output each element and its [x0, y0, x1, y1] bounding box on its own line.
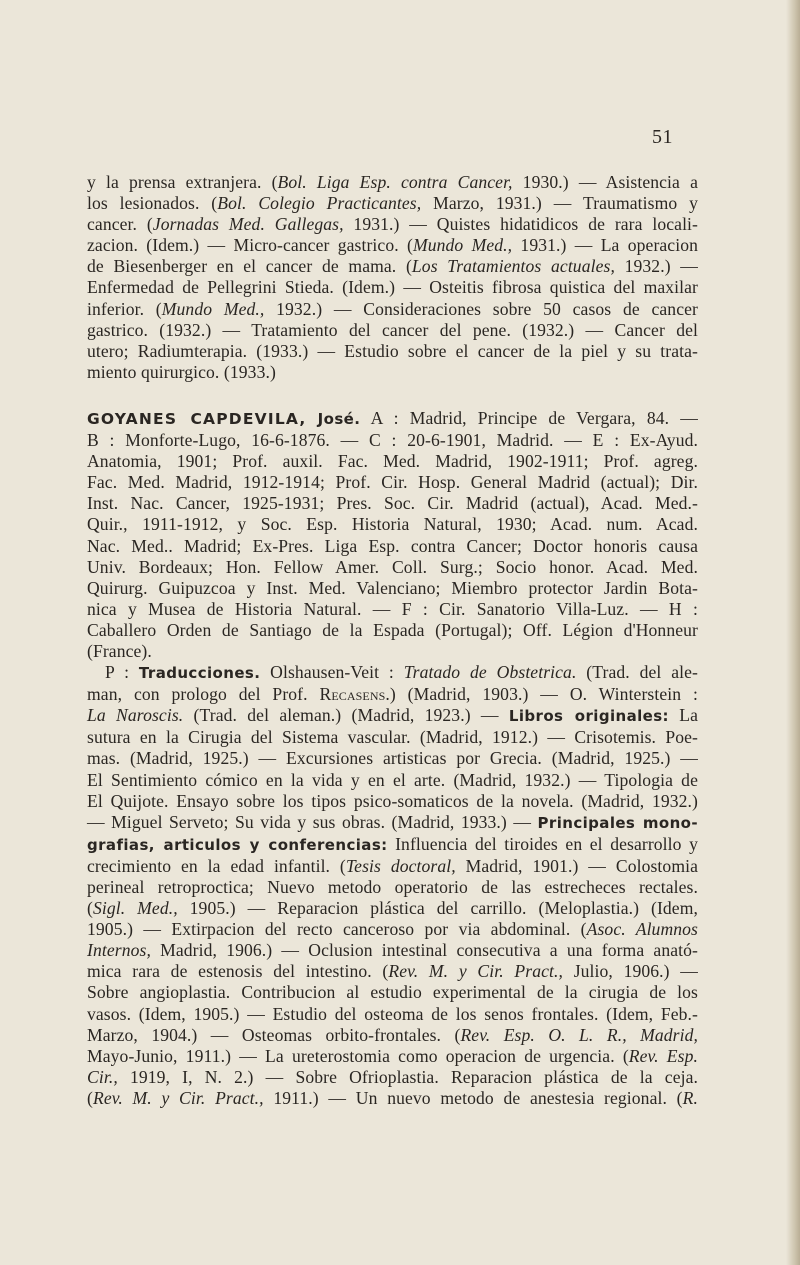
italic-citation: Los Tratamientos actuales, [411, 256, 615, 277]
text-line [87, 1046, 698, 1067]
text-line [87, 430, 698, 451]
text-line [87, 235, 698, 256]
entry-name-heading: GOYANES CAPDEVILA, [87, 409, 307, 428]
text-line [87, 770, 698, 791]
italic-citation: R. [682, 1087, 698, 1108]
text-run: (Trad. del aleman.) (Madrid, 1923.) — [183, 705, 509, 726]
text-run: Fac. Med. Madrid, 1912-1914; Prof. Cir. Hosp. General Madrid (actual); Dir. [87, 472, 698, 493]
text-run: inferior. ( [87, 298, 162, 319]
text-line [87, 898, 698, 919]
text-run: El Quijote. Ensayo sobre los tipos psico-somaticos de la novela. (Madrid, 1932.) [87, 790, 698, 811]
italic-citation: Rev. Esp. O. L. R., Madrid, [460, 1024, 698, 1045]
italic-citation: Bol. Liga Esp. contra Cancer, [277, 172, 513, 192]
italic-citation: Internos, [87, 940, 151, 961]
text-line [87, 172, 698, 193]
bold-heading: Principales mono- [537, 813, 698, 832]
text-run: ) (Madrid, 1903.) — O. Winterstein : [389, 684, 698, 705]
text-run: 1919, I, N. 2.) — Sobre Ofrioplastia. Reparacion plástica de la ceja. [117, 1066, 698, 1087]
text-line [87, 919, 698, 940]
text-run: B : Monforte-Lugo, 16-6-1876. — C : 20-6-1901, Madrid. — E : Ex-Ayud. [87, 430, 698, 451]
page-edge-shadow [786, 0, 800, 1265]
text-line [87, 408, 698, 430]
text-run: Marzo, 1904.) — Osteomas orbito-frontales. ( [87, 1024, 461, 1045]
text-line [87, 940, 698, 961]
body-text [87, 172, 698, 1109]
text-line [87, 557, 698, 578]
text-run: 1930.) — Asistencia a [512, 172, 698, 192]
text-line [87, 362, 698, 383]
text-run: gastrico. (1932.) — Tratamiento del cancer del pene. (1932.) — Cancer del [87, 319, 698, 340]
text-line [87, 662, 698, 684]
text-run: man, con prologo del Prof. [87, 684, 320, 705]
text-line [87, 812, 698, 834]
text-line [87, 514, 698, 535]
text-run: 1932.) — Consideraciones sobre 50 casos de cancer [264, 298, 698, 319]
text-run: crecimiento en la edad infantil. ( [87, 855, 346, 876]
text-line [87, 277, 698, 298]
text-line [87, 472, 698, 493]
text-run: Caballero Orden de Santiago de la Espada (Portugal); Off. Légion d'Honneur [87, 619, 698, 640]
text-line [87, 791, 698, 812]
text-run: zacion. (Idem.) — Micro-cancer gastrico. ( [87, 235, 413, 256]
text-run: miento quirurgico. (1933.) [87, 361, 276, 382]
italic-citation: Jornadas Med. Gallegas, [152, 214, 344, 235]
bold-heading: José. [317, 409, 361, 428]
text-run: Anatomia, 1901; Prof. auxil. Fac. Med. Madrid, 1902-1911; Prof. agreg. [87, 451, 698, 472]
text-run: utero; Radiumterapia. (1933.) — Estudio sobre el cancer de la piel y su trata- [87, 340, 698, 361]
text-line [87, 1088, 698, 1109]
italic-citation: Rev. M. y Cir. Pract., [388, 961, 564, 982]
italic-citation: Cir., [87, 1066, 118, 1087]
text-run: cancer. ( [87, 214, 153, 235]
italic-citation: Rev. M. y Cir. Pract., [92, 1087, 264, 1108]
text-line [87, 451, 698, 472]
italic-citation: Bol. Colegio Practicantes, [217, 193, 422, 214]
text-line [87, 299, 698, 320]
bold-heading: Traducciones. [138, 664, 261, 683]
text-line [87, 193, 698, 214]
text-run: Madrid, 1901.) — Colostomia [455, 855, 698, 876]
text-run: Influencia del tiroides en el desarrollo y [387, 833, 698, 854]
text-run: ( [87, 1087, 93, 1108]
text-line [87, 214, 698, 235]
text-line [87, 599, 698, 620]
text-run: Julio, 1906.) — [563, 961, 698, 982]
text-run: Univ. Bordeaux; Hon. Fellow Amer. Coll. Surg.; Socio honor. Acad. Med. [87, 556, 698, 577]
bold-heading: grafias, articulos y conferencias: [87, 835, 388, 854]
text-run: Sobre angioplastia. Contribucion al estudio experimental de la cirugia de los [87, 982, 698, 1003]
text-run: Inst. Nac. Cancer, 1925-1931; Pres. Soc. Cir. Madrid (actual), Acad. Med.- [87, 493, 698, 514]
text-run: mas. (Madrid, 1925.) — Excursiones artisticas por Grecia. (Madrid, 1925.) — [87, 748, 698, 769]
text-run: P : [105, 662, 139, 683]
text-run: Mayo-Junio, 1911.) — La ureterostomia como operacion de urgencia. ( [87, 1045, 629, 1066]
text-run: mica rara de estenosis del intestino. ( [87, 961, 389, 982]
text-line [87, 877, 698, 898]
text-run: Olshausen-Veit : [260, 662, 404, 683]
italic-citation: La Naroscis. [87, 705, 184, 726]
text-run: 1905.) — Extirpacion del recto canceroso por via abdominal. ( [87, 919, 587, 940]
text-line [87, 856, 698, 877]
text-run: Enfermedad de Pellegrini Stieda. (Idem.) — Osteitis fibrosa quistica del maxilar [87, 277, 698, 298]
text-line [87, 684, 698, 705]
italic-citation: Asoc. Alumnos [586, 919, 698, 940]
italic-citation: Sigl. Med., [92, 898, 178, 919]
italic-citation: Mundo Med., [412, 235, 513, 256]
text-run: (France). [87, 640, 152, 661]
paragraph-gap [87, 383, 698, 408]
italic-citation: Tratado de Obstetrica. [403, 662, 577, 683]
text-run: de Biesenberger en el cancer de mama. ( [87, 256, 412, 277]
text-run: Nac. Med.. Madrid; Ex-Pres. Liga Esp. contra Cancer; Doctor honoris causa [87, 535, 698, 556]
text-run: 1932.) — [614, 256, 698, 277]
text-run: El Sentimiento cómico en la vida y en el arte. (Madrid, 1932.) — Tipologia de [87, 769, 698, 790]
text-run: ( [87, 898, 93, 919]
page-number: 51 [652, 126, 673, 148]
text-run: perineal retroproctica; Nuevo metodo operatorio de las estrecheces rectales. [87, 877, 698, 897]
italic-citation: Tesis doctoral, [345, 855, 456, 876]
text-run: — Miguel Serveto; Su vida y sus obras. (Madrid, 1933.) — [87, 811, 538, 832]
text-run: 1911.) — Un nuevo metodo de anestesia regional. ( [263, 1087, 683, 1108]
bold-heading: Libros originales: [508, 707, 669, 726]
text-line [87, 834, 698, 856]
text-run: 1931.) — La operacion [512, 235, 699, 256]
text-run: (Trad. del ale- [576, 662, 698, 683]
text-run: La [668, 705, 698, 726]
text-line [87, 748, 698, 769]
italic-citation: Rev. Esp. [628, 1045, 698, 1066]
text-line [87, 578, 698, 599]
text-line [87, 341, 698, 362]
text-run: Quir., 1911-1912, y Soc. Esp. Historia Natural, 1930; Acad. num. Acad. [87, 514, 698, 535]
text-line [87, 320, 698, 341]
text-line [87, 493, 698, 514]
text-run: nica y Musea de Historia Natural. — F : Cir. Sanatorio Villa-Luz. — H : [87, 598, 698, 619]
text-run: y la prensa extranjera. ( [87, 172, 278, 192]
text-line [87, 620, 698, 641]
text-line [87, 641, 698, 662]
text-run: A : Madrid, Principe de Vergara, 84. — [360, 407, 698, 428]
text-line [87, 705, 698, 727]
text-run [306, 408, 317, 428]
text-run: Quirurg. Guipuzcoa y Inst. Med. Valenciano; Miembro protector Jardin Bota- [87, 577, 698, 598]
text-line [87, 1025, 698, 1046]
text-line [87, 1004, 698, 1025]
text-line [87, 727, 698, 748]
text-run: 1905.) — Reparacion plástica del carrillo. (Meloplastia.) (Idem, [177, 898, 698, 919]
text-run: sutura en la Cirugia del Sistema vascular. (Madrid, 1912.) — Crisotemis. Poe- [87, 727, 698, 748]
text-line [87, 536, 698, 557]
italic-citation: Mundo Med., [161, 298, 265, 319]
text-line [87, 1067, 698, 1088]
text-run: los lesionados. ( [87, 193, 218, 214]
text-run: Madrid, 1906.) — Oclusion intestinal consecutiva a una forma anató- [150, 940, 698, 961]
small-caps-name: Recasens. [319, 684, 390, 705]
text-line [87, 961, 698, 982]
text-run: 1931.) — Quistes hidatidicos de rara locali- [343, 214, 699, 235]
text-line [87, 982, 698, 1003]
text-run: Marzo, 1931.) — Traumatismo y [421, 193, 698, 214]
text-run: vasos. (Idem, 1905.) — Estudio del osteoma de los senos frontales. (Idem, Feb.- [87, 1003, 698, 1024]
text-line [87, 256, 698, 277]
